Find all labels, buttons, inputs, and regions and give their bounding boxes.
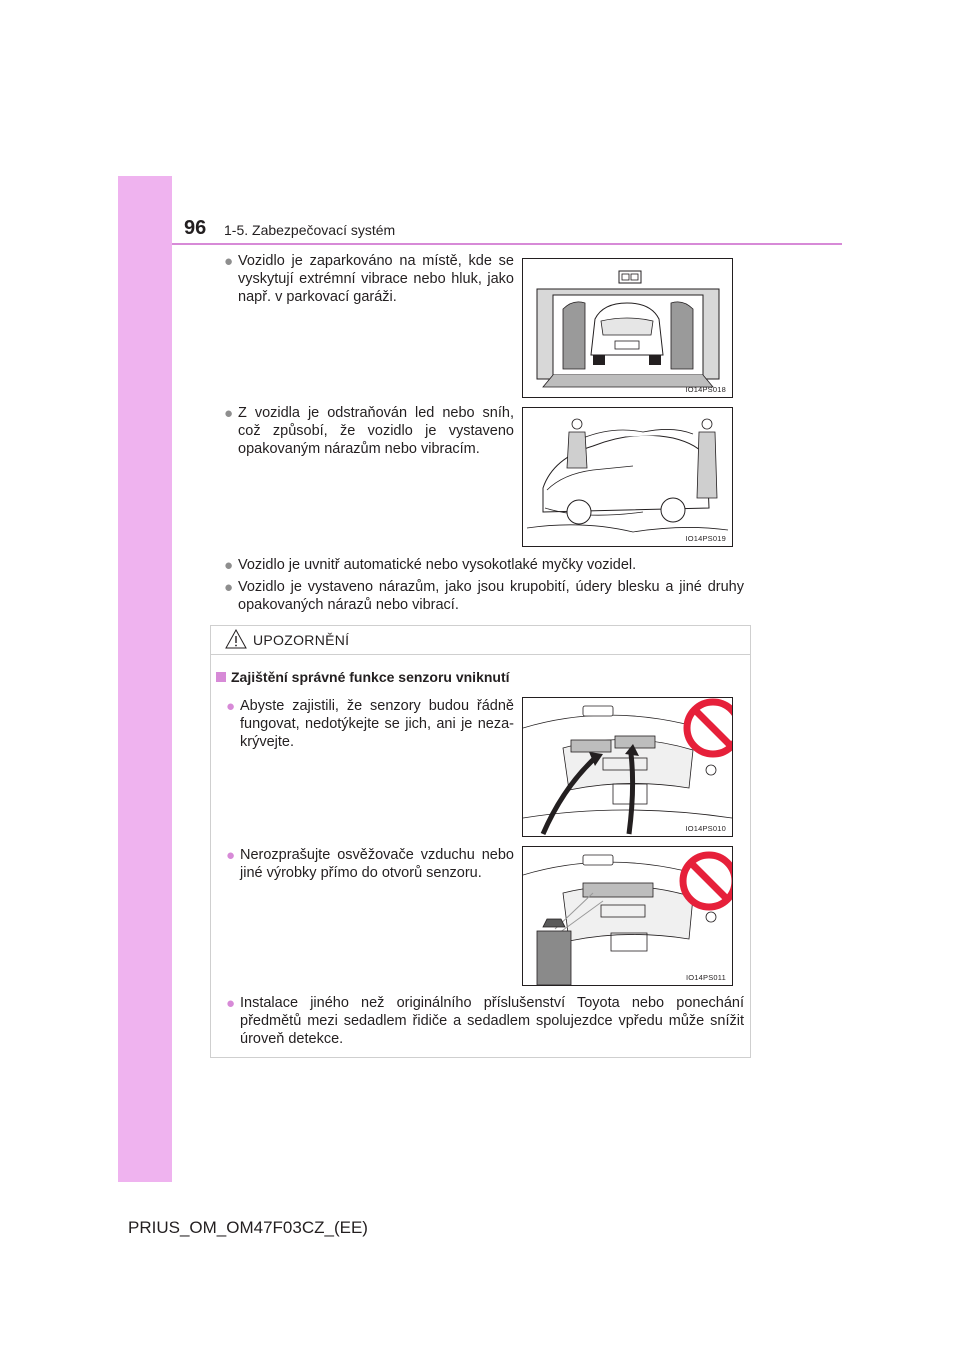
figure-car-in-wash bbox=[522, 258, 733, 398]
caution-item-accessories bbox=[226, 994, 744, 1048]
caution-header bbox=[211, 626, 750, 655]
prohibited-sign-icon bbox=[687, 702, 732, 754]
figure-code: IO14PS010 bbox=[685, 824, 726, 833]
bullet-dot-icon: ● bbox=[226, 698, 236, 715]
bullet-dot-icon: ● bbox=[224, 253, 234, 270]
page-number: 96 bbox=[184, 217, 207, 239]
bullet-text: Vozidlo je uvnitř automatické nebo vysokotlaké myčky vozidel. bbox=[238, 557, 637, 573]
snow-removal-illustration bbox=[523, 408, 732, 546]
bullet-impacts bbox=[224, 578, 744, 614]
caution-item-text: Instalace jiného než originálního příslušenství Toyota nebo ponechání předmětů mezi sedadlem řidiče a sedadlem spolujezdce vpředu může snížit úroveň detekce. bbox=[240, 995, 744, 1047]
bullet-snow-removal bbox=[224, 404, 514, 458]
bullet-text: Vozidlo je zaparkováno na místě, kde se vyskytují extrémní vibrace nebo hluk, jako např. v parkovací garáži. bbox=[238, 253, 514, 305]
bullet-dot-icon: ● bbox=[226, 995, 236, 1012]
bullet-dot-icon: ● bbox=[226, 847, 236, 864]
caution-title: UPOZORNĚNÍ bbox=[253, 632, 350, 648]
caution-item-no-spray bbox=[226, 846, 514, 882]
bullet-dot-icon: ● bbox=[224, 557, 234, 574]
bullet-text: Z vozidla je odstraňován led nebo sníh, což způsobí, že vozidlo je vystaveno opakovaným nárazům nebo vibracím. bbox=[238, 405, 514, 457]
bullet-dot-icon: ● bbox=[224, 405, 234, 422]
header-divider bbox=[172, 243, 842, 245]
bullet-car-wash bbox=[224, 556, 744, 574]
square-bullet-icon bbox=[216, 672, 226, 682]
subheading-text: Zajištění správné funkce senzoru vniknutí bbox=[231, 669, 510, 685]
figure-spray-prohibited bbox=[522, 846, 733, 986]
caution-item-text: Abyste zajistili, že senzory budou řádně fungovat, nedotýkejte se jich, ani je neza- krývejte. bbox=[240, 698, 514, 750]
prohibited-sign-icon bbox=[683, 855, 732, 907]
figure-sensor-touch-prohibited bbox=[522, 697, 733, 837]
figure-code: IO14PS018 bbox=[685, 385, 726, 394]
section-title: 1-5. Zabezpečovací systém bbox=[224, 222, 396, 238]
caution-item-text: Nerozprašujte osvěžovače vzduchu nebo jiné výrobky přímo do otvorů senzoru. bbox=[240, 847, 514, 881]
bullet-parking-garage bbox=[224, 252, 514, 306]
document-code: PRIUS_OM_OM47F03CZ_(EE) bbox=[128, 1218, 368, 1237]
caution-item-do-not-cover bbox=[226, 697, 514, 751]
spray-can-icon bbox=[537, 919, 571, 985]
figure-code: IO14PS019 bbox=[685, 534, 726, 543]
spray-illustration bbox=[523, 847, 732, 985]
figure-code: IO14PS011 bbox=[685, 973, 726, 982]
bullet-text: Vozidlo je vystaveno nárazům, jako jsou krupobití, údery blesku a jiné druhy opakovaných nárazů nebo vibrací. bbox=[238, 579, 744, 613]
car-wash-illustration bbox=[523, 259, 732, 397]
chapter-sidebar-tab bbox=[118, 176, 172, 1182]
bullet-dot-icon: ● bbox=[224, 579, 234, 596]
warning-triangle-icon bbox=[225, 629, 247, 649]
sensor-touch-illustration bbox=[523, 698, 732, 836]
figure-snow-removal bbox=[522, 407, 733, 547]
caution-subheading bbox=[216, 669, 510, 685]
